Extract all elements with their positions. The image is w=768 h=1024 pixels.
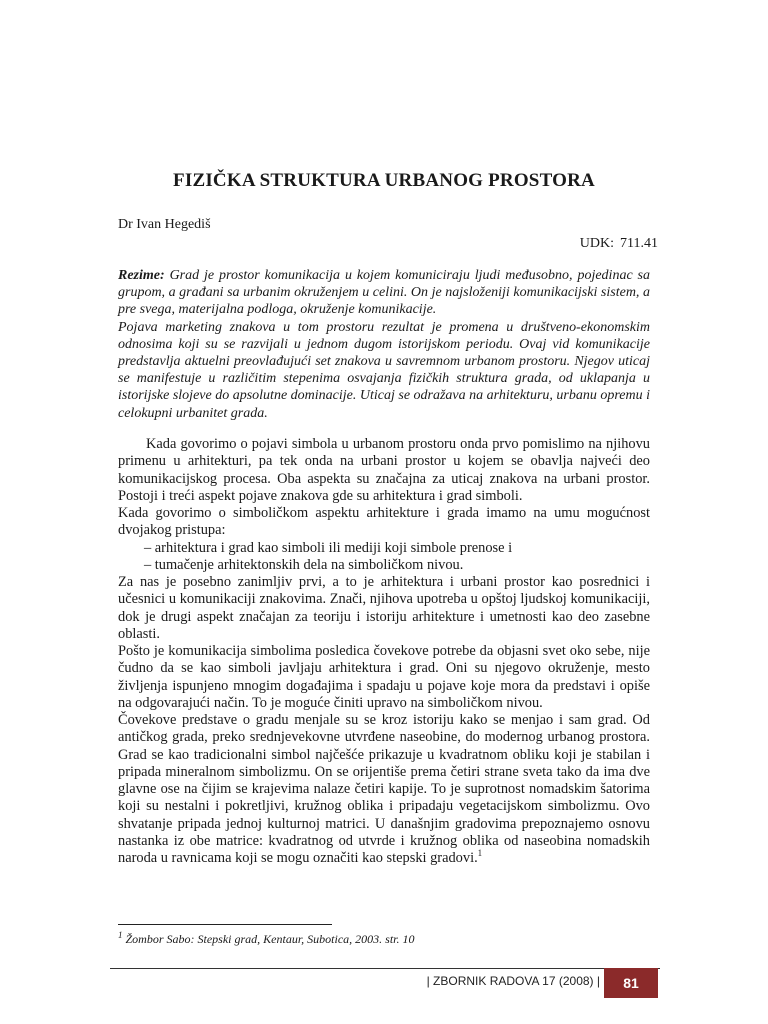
abstract-paragraph-2: Pojava marketing znakova u tom prostoru rezultat je promena u društveno-ekonomskim odnosima koji su se razvijali u jednom dugom istorijskom periodu. Ovaj vid komunikacije predstavlja aktuelni preovlađujući set znakova u savremnom urbanom prostoru. Njegov uticaj se manifestuje u različitim stepenima osvajanja fizičkih struktura grada, od uklapanja u istorijske slojeve do apsolutne dominacije. Uticaj se odražava na arhitekturu, urbanu opremu i celokupni urbanitet grada.: [118, 319, 650, 421]
abstract-label: Rezime:: [118, 268, 165, 283]
body-paragraph-3: Za nas je posebno zanimljiv prvi, a to je arhitektura i urbani prostor kao posrednici i učesnici u komunikaciji znakovima. Znači, njihova upotreba u opštoj ljudskoj komunikaciji, dok je drugi aspekt značajan za teoriju i istoriju arhitekture i umetnosti kao deo zasebne oblasti.: [118, 574, 650, 642]
footer-journal: | ZBORNIK RADOVA 17 (2008) |: [426, 974, 600, 988]
page-title: FIZIČKA STRUKTURA URBANOG PROSTORA: [173, 170, 595, 191]
body-paragraph-2: Kada govorimo o simboličkom aspektu arhitekture i grada imamo na umu mogućnost dvojakog pristupa:: [118, 505, 650, 539]
body-paragraph-4: Pošto je komunikacija simbolima posledica čovekove potrebe da objasni svet oko sebe, nije čudno da se kao simboli javljaju arhitektura i grad. Oni su njegovo okruženje, mesto življenja ispunjeno mnogim događajima i spadaju u pojave koje mora da predstavi i opiše na odgovarajući način. To je moguće činiti upravo na simboličkom nivou.: [118, 643, 650, 711]
footnote-rule: [118, 924, 332, 925]
list-item: – tumačenje arhitektonskih dela na simboličkom nivou.: [144, 556, 464, 573]
abstract-text-1: Grad je prostor komunikacija u kojem komuniciraju ljudi međusobno, pojedinac sa grupom, a građani sa urbanim okruženjem u celini. On je najsloženiji komunikacijski sistem, a pre svega, materijalna podloga, okruženje komunikacije.: [118, 268, 651, 318]
footnote-reference: 1: [477, 848, 483, 859]
footer-rule: [110, 968, 660, 969]
page-number: 81: [604, 968, 658, 998]
abstract-paragraph-1: [118, 267, 650, 319]
body-text: [118, 436, 650, 867]
footnote-mark: 1: [118, 930, 123, 940]
footnote-text: Žombor Sabo: Stepski grad, Kentaur, Subotica, 2003. str. 10: [125, 932, 415, 946]
udk-value: 711.41: [620, 236, 658, 251]
author: Dr Ivan Hegediš: [118, 217, 211, 232]
body-paragraph-1: Kada govorimo o pojavi simbola u urbanom prostoru onda prvo pomislimo na njihovu primenu u arhitekturi, pa tek onda na urbani prostor u kojem se obavlja najveći deo komunikacijskog procesa. Oba aspekta su značajna za uticaj znakova na urbani prostor. Postoji i treći aspekt pojave znakova gde su arhitektura i grad simboli.: [118, 436, 650, 504]
footnote: [118, 932, 415, 947]
body-paragraph-5: [118, 712, 650, 867]
body-paragraph-5-text: Čovekove predstave o gradu menjale su se kroz istoriju kako se menjao i sam grad. Od antičkog grada, preko srednjevekovne utvrđene naseobine, do modernog urbanog prostora. Grad se kao tradicionalni simbol najčešće prikazuje u kvadratnom obliku koji je stabilan i pripada mineralnom simbolizmu. On se orijentiše prema četiri strane sveta tako da ima dve glavne ose na čijim se krajevima nalaze četiri kapije. To je suprotnost nomadskim šatorima koji su nestalni i pokretljivi, kružnog oblika i pripadaju vegetacijskom simbolizmu. Ovo shvatanje pripada jednoj kulturnoj matrici. U današnjim gradovima prepoznajemo osnovu nastanka iz obe matrice: kvadratnog od utvrde i kružnog oblika od naseobina nomadskih naroda u ravnicama koji se mogu označiti kao stepski gradovi.: [118, 712, 650, 866]
list-item: – arhitektura i grad kao simboli ili mediji koji simbole prenose i: [144, 539, 513, 556]
udk-line: [580, 236, 658, 252]
udk-label: UDK:: [579, 236, 615, 251]
abstract: [118, 267, 650, 422]
